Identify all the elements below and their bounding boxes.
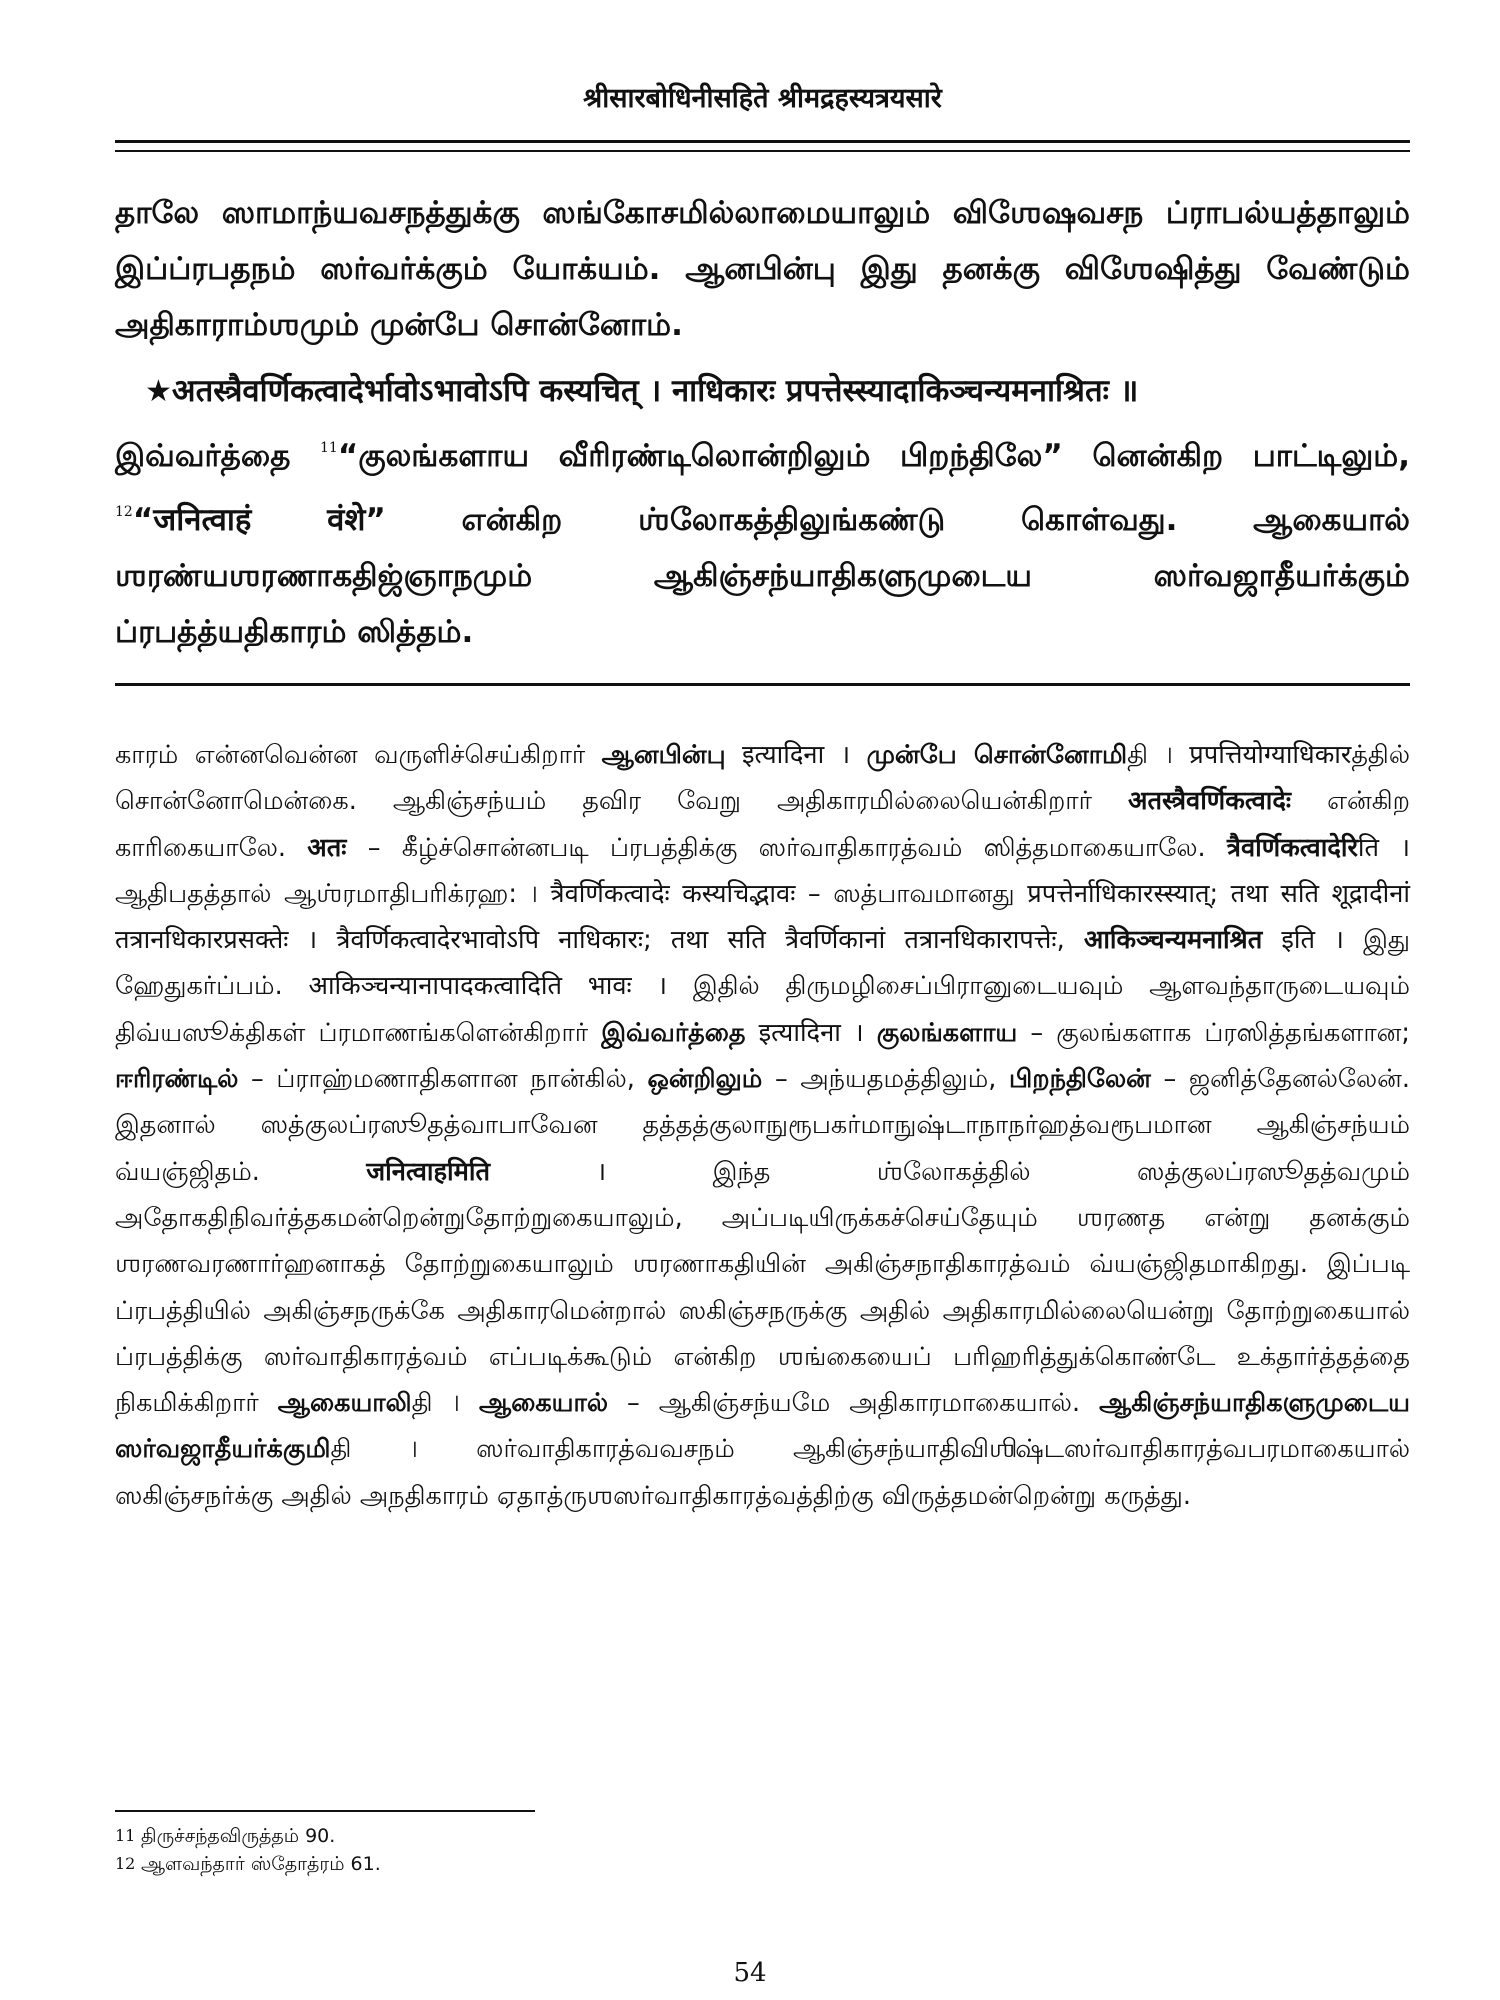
- commentary-lemma: ஆனபின்பு: [601, 740, 726, 770]
- footnote-number: 12: [115, 1854, 136, 1873]
- root-text-block: [115, 185, 1410, 660]
- commentary-lemma: ஒன்றிலும்: [647, 1064, 763, 1095]
- footnote-ref: 11: [320, 440, 338, 456]
- commentary-lemma: ஆகிஞ்சந்யாதிகளுமுடைய ஸர்வஜாதீயர்க்குமி: [115, 1388, 1410, 1465]
- root-text-segment: “குலங்களாய வீரிரண்டிலொன்றிலும் பிறந்திலே” னென்கிற பாட்டிலும்,: [337, 438, 1410, 474]
- commentary-lemma: जनित्वाहमिति: [366, 1156, 491, 1187]
- karika-verse: अतस्त्रैवर्णिकत्वादेर्भावोऽभावोऽपि कस्यचित् । नाधिकारः प्रपत्तेस्स्यादाकिञ्चन्यमनाश्रितः ॥: [171, 373, 1139, 409]
- star-icon: ★: [145, 374, 172, 409]
- header-rule-top: [115, 140, 1410, 143]
- commentary-lemma: आकिञ्चन्यमनाश्रित: [1083, 925, 1263, 956]
- commentary-text: इति । இது ஹேதுகர்ப்பம். आकिञ्चन्यानापादकत्वादिति भावः । இதில் திருமழிசைப்பிரானுடையவும் ஆளவந்தாருடையவும் திவ்யஸூக்திகள் ப்ரமாணங்களென்கிறார்: [115, 925, 1411, 1048]
- commentary-text: தி । प्रपत्तियोग्याधिकारத்தில் சொன்னோமென்கை. ஆகிஞ்சந்யம் தவிர வேறு அதிகாரமில்லையென்கிறார்: [115, 740, 1410, 817]
- footnote-rule: [115, 1810, 535, 1812]
- footnote-ref: 12: [115, 504, 133, 520]
- footnotes: [115, 1822, 815, 1878]
- footnote-text: திருச்சந்தவிருத்தம் 90.: [141, 1825, 336, 1847]
- commentary-text: – கீழ்ச்சொன்னபடி ப்ரபத்திக்கு ஸர்வாதிகாரத்வம் ஸித்தமாகையாலே.: [346, 832, 1227, 863]
- commentary-text: ति । ஆதிபதத்தால் ஆஶ்ரமாதிபரிக்ரஹ: । त्रैवर्णिकत्वादेः कस्यचिद्भावः – ஸத்பாவமானது प्रपत्तेर्नाधिकारस्स्यात्; तथा सति शूद्रादीनां तत्रानधिकारप्रसक्तेः । त्रैवर्णिकत्वादेरभावोऽपि नाधिकारः; तथा सति त्रैवर्णिकानां तत्रानधिकारापत्तेः,: [115, 832, 1410, 956]
- commentary-lemma: त्रैवर्णिकत्वादेरि: [1226, 832, 1358, 863]
- running-header: श्रीसारबोधिनीसहिते श्रीमद्रहस्यत्रयसारे: [583, 83, 942, 114]
- footnote-number: 11: [115, 1826, 136, 1845]
- commentary-text: । இந்த ஶ்லோகத்தில் ஸத்குலப்ரஸூதத்வமும் அதோகதிநிவர்த்தகமன்றென்றுதோற்றுகையாலும், அப்படியிருக்கச்செய்தேயும் ஶரணத என்று தனக்கும் ஶரணவரணார்ஹனாகத் தோற்றுகையாலும் ஶரணாகதியின் அகிஞ்சநாதிகாரத்வம் வ்யஞ்ஜிதமாகிறது. இப்படி ப்ரபத்தியில் அகிஞ்சநருக்கே அதிகாரமென்றால் ஸகிஞ்சநருக்கு அதில் அதிகாரமில்லையென்று தோற்றுகையால் ப்ரபத்திக்கு ஸர்வாதிகாரத்வம் எப்படிக்கூடும் என்கிற ஶங்கையைப் பரிஹரித்துக்கொண்டே உக்தார்த்தத்தை நிகமிக்கிறார்: [115, 1156, 1410, 1419]
- commentary-text: – ப்ராஹ்மணாதிகளான நான்கில்,: [238, 1064, 648, 1095]
- commentary-block: [115, 732, 1410, 1519]
- commentary-text: தி । ஸர்வாதிகாரத்வவசநம் ஆகிஞ்சந்யாதிவிஶிஷ்டஸர்வாதிகாரத்வபரமாகையால் ஸகிஞ்சநர்க்கு அதில் அநதிகாரம் ஏதாத்ருஶஸர்வாதிகாரத்வத்திற்கு விருத்தமன்றென்று கருத்து.: [115, 1434, 1410, 1511]
- commentary-lemma: अतः: [307, 832, 347, 863]
- footnote-item: [115, 1822, 815, 1850]
- root-text-paragraph-3: [115, 420, 1410, 660]
- commentary-lemma: முன்பே சொன்னோமி: [866, 740, 1128, 770]
- commentary-lemma: ஆகையால்: [478, 1388, 608, 1419]
- commentary-lemma: இவ்வர்த்தை: [601, 1017, 746, 1048]
- commentary-lemma: குலங்களாய: [876, 1017, 1018, 1048]
- commentary-text: – ஜனித்தேனல்லேன். இதனால் ஸத்குலப்ரஸூதத்வாபாவேன தத்தத்குலாநுரூபகர்மாநுஷ்டாநாநர்ஹத்வரூபமான ஆகிஞ்சந்யம் வ்யஞ்ஜிதம்.: [115, 1064, 1410, 1187]
- commentary-text: தி ।: [411, 1388, 479, 1419]
- root-text-segment: “जनित्वाहं वंशे” என்கிற ஶ்லோகத்திலுங்கண்டு கொள்வது. ஆகையால் ஶரண்யஶரணாகதிஜ்ஞாநமும் ஆகிஞ்சந்யாதிகளுமுடைய ஸர்வஜாதீயர்க்கும் ப்ரபத்த்யதிகாரம் ஸித்தம்.: [115, 502, 1410, 650]
- commentary-text: – அந்யதமத்திலும்,: [762, 1064, 1010, 1095]
- page-number: 54: [733, 1958, 767, 1988]
- footnote-text: ஆளவந்தார் ஸ்தோத்ரம் 61.: [141, 1853, 381, 1875]
- commentary-text: காரம் என்னவென்ன வருளிச்செய்கிறார்: [115, 740, 602, 770]
- commentary-lemma: ஈரிரண்டில்: [115, 1064, 239, 1095]
- root-text-paragraph-2: [115, 363, 1410, 420]
- footnote-item: [115, 1850, 815, 1878]
- commentary-text: इत्यादिना ।: [725, 740, 867, 770]
- root-text-segment: இவ்வர்த்தை: [115, 438, 291, 474]
- commentary-text: என்கிற காரிகையாலே.: [115, 786, 1410, 863]
- root-text-paragraph-1: தாலே ஸாமாந்யவசநத்துக்கு ஸங்கோசமில்லாமையாலும் விஶேஷவசந ப்ராபல்யத்தாலும் இப்ப்ரபதநம் ஸர்வர்க்கும் யோக்யம். ஆனபின்பு இது தனக்கு விஶேஷித்து வேண்டும் அதிகாராம்ஶமும் முன்பே சொன்னோம்.: [115, 195, 1410, 343]
- commentary-text: – ஆகிஞ்சந்யமே அதிகாரமாகையால்.: [608, 1388, 1100, 1419]
- commentary-text: – குலங்களாக ப்ரஸித்தங்களான;: [1017, 1017, 1410, 1048]
- commentary-lemma: பிறந்திலேன்: [1009, 1064, 1151, 1095]
- commentary-lemma: अतस्त्रैवर्णिकत्वादेः: [1128, 786, 1292, 817]
- commentary-text: इत्यादिना ।: [745, 1017, 877, 1048]
- header-rule-bottom: [115, 150, 1410, 152]
- commentary-paragraph: [115, 732, 1410, 1519]
- section-divider: [115, 683, 1410, 686]
- commentary-lemma: ஆகையாலி: [277, 1388, 412, 1419]
